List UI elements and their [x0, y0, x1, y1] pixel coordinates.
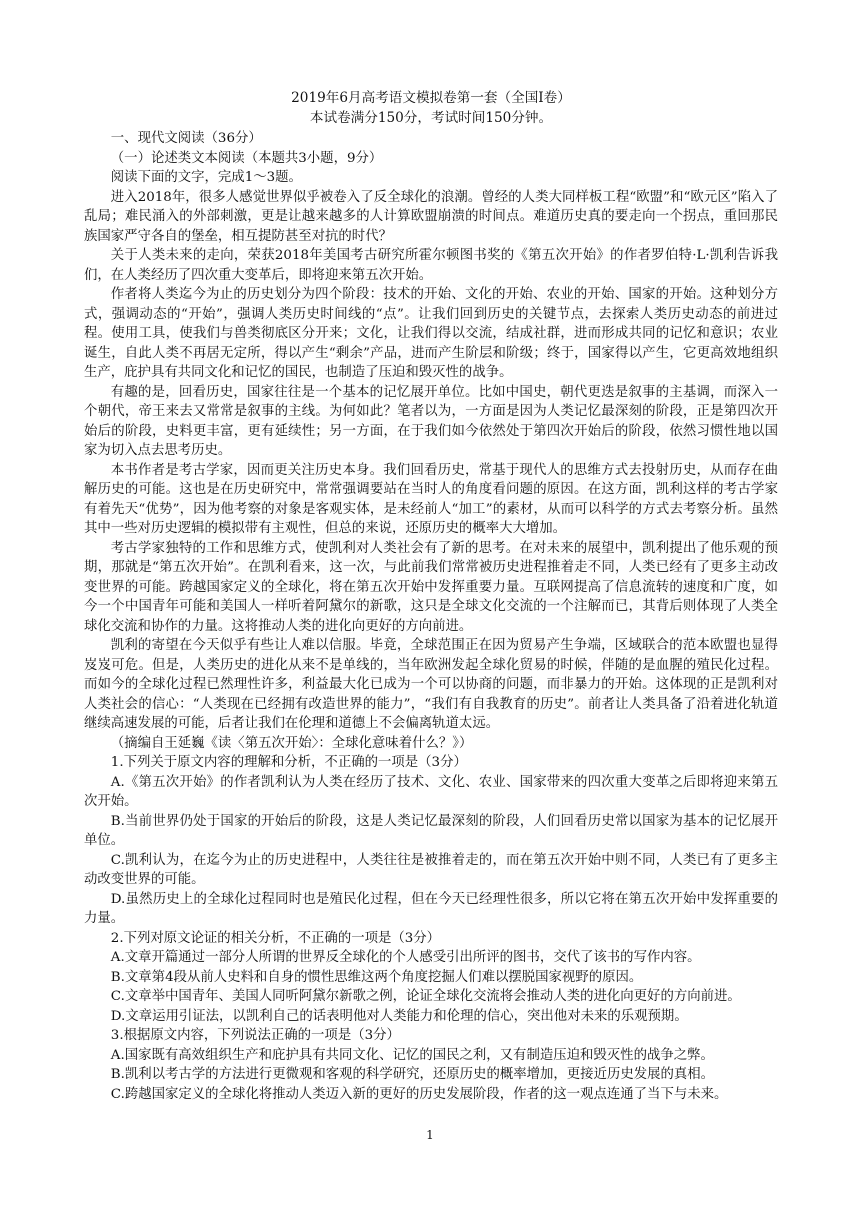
passage-source: （摘编自王延巍《读〈第五次开始〉：全球化意味着什么？》）	[110, 735, 473, 751]
question-2-option-a: A.文章开篇通过一部分人所谓的世界反全球化的个人感受引出所评的图书，交代了该书的写作内容。	[110, 950, 701, 965]
question-1-option-b: B.当前世界仍处于国家的开始后的阶段，这是人类记忆最深刻的阶段，人们回看历史常以国家为基本的记忆展开单位。	[84, 813, 778, 848]
passage-paragraph: 考古学家独特的工作和思维方式，使凯利对人类社会有了新的思考。在对未来的展望中，凯利提出了他乐观的预期，那就是“第五次开始”。在凯利看来，这一次，与此前我们常常被历史进程推着走不同，人类已经有了更多主动改变世界的可能。跨越国家定义的全球化，将在第五次开始中发挥重要力量。互联网提高了信息流转的速度和广度，如今一个中国青年可能和美国人一样听着阿黛尔的新歌，这只是全球文化交流的一个注解而已，其背后则体现了人类全球化交流和协作的力量。这将推动人类的进化向更好的方向前进。	[84, 540, 778, 634]
question-2-option-d: D.文章运用引证法，以凯利自己的话表明他对人类能力和伦理的信心，突出他对未来的乐观预期。	[110, 1008, 688, 1024]
reading-instruction: 阅读下面的文字，完成1～3题。	[110, 170, 302, 185]
passage-paragraph: 作者将人类迄今为止的历史划分为四个阶段：技术的开始、文化的开始、农业的开始、国家的开始。这种划分方式，强调动态的“开始”，强调人类历史时间线的“点”。让我们回到历史的关键节点，去探索人类历史动态的前进过程。使用工具，使我们与兽类彻底区分开来；文化，让我们得以交流，结成社群，进而形成共同的记忆和意识；农业诞生，自此人类不再居无定所，得以产生“剩余”产品，进而产生阶层和阶级；终于，国家得以产生，它更高效地组织生产，庇护具有共同文化和记忆的国民，也制造了压迫和毁灭性的战争。	[84, 287, 778, 380]
question-2-stem: 2.下列对原文论证的相关分析，不正确的一项是（3分）	[110, 930, 441, 946]
passage-paragraph: 本书作者是考古学家，因而更关注历史本身。我们回看历史，常基于现代人的思维方式去投射历史，从而存在曲解历史的可能。这也是在历史研究中，常常强调要站在当时人的角度看问题的原因。在这方面，凯利这样的考古学家有着先天“优势”，因为他考察的对象是客观实体，是未经前人“加工”的素材，从而可以科学的方式去考察分析。虽然其中一些对历史逻辑的模拟带有主观性，但总的来说，还原历史的概率大大增加。	[84, 462, 778, 536]
passage-paragraph: 凯利的寄望在今天似乎有些让人难以信服。毕竟，全球范围正在因为贸易产生争端，区域联合的范本欧盟也显得岌岌可危。但是，人类历史的进化从来不是单线的，当年欧洲发起全球化贸易的时候，伴随的是血腥的殖民化过程。而如今的全球化过程已然理性许多，利益最大化已成为一个可以协商的问题，而非暴力的开始。这体现的正是凯利对人类社会的信心：“人类现在已经拥有改造世界的能力”，“我们有自我教育的历史”。前者让人类具备了沿着进化轨道继续高速发展的可能，后者让我们在伦理和道德上不会偏离轨道太远。	[84, 638, 778, 731]
exam-subtitle: 本试卷满分150分，考试时间150分钟。	[309, 110, 553, 126]
question-3-option-b: B.凯利以考古学的方法进行更微观和客观的科学研究，还原历史的概率增加，更接近历史发展的真相。	[110, 1067, 715, 1082]
exam-page	[84, 88, 778, 1104]
question-2-option-c: C.文章举中国青年、美国人同听阿黛尔新歌之例，论证全球化交流将会推动人类的进化向更好的方向前进。	[110, 989, 741, 1004]
passage-paragraph: 有趣的是，回看历史，国家往往是一个基本的记忆展开单位。比如中国史，朝代更迭是叙事的主基调，而深入一个朝代，帝王来去又常常是叙事的主线。为何如此？笔者以为，一方面是因为人类记忆最深刻的阶段，正是第四次开始后的阶段，史料更丰富，更有延续性；另一方面，在于我们如今依然处于第四次开始后的阶段，依然习惯性地以国家为切入点去思考历史。	[84, 384, 778, 458]
question-3-option-a: A.国家既有高效组织生产和庇护具有共同文化、记忆的国民之利，又有制造压迫和毁灭性的战争之弊。	[110, 1047, 714, 1063]
question-3-stem: 3.根据原文内容，下列说法正确的一项是（3分）	[110, 1028, 400, 1043]
question-1-stem: 1.下列关于原文内容的理解和分析，不正确的一项是（3分）	[110, 755, 467, 770]
exam-title: 2019年6月高考语文模拟卷第一套（全国Ⅰ卷）	[291, 90, 571, 106]
subsection-heading: （一）论述类文本阅读（本题共3小题，9分）	[110, 150, 383, 166]
passage-paragraph: 进入2018年，很多人感觉世界似乎被卷入了反全球化的浪潮。曾经的人类大同样板工程“欧盟”和“欧元区”陷入了乱局；难民涌入的外部刺激，更是让越来越多的人计算欧盟崩溃的时间点。难道历史真的要走向一个拐点，重回那民族国家严守各自的堡垒，相互提防甚至对抗的时代？	[84, 189, 778, 244]
question-1-option-a: A.《第五次开始》的作者凯利认为人类在经历了技术、文化、农业、国家带来的四次重大变革之后即将迎来第五次开始。	[84, 774, 778, 809]
question-2-option-b: B.文章第4段从前人史料和自身的惯性思维这两个角度挖掘人们难以摆脱国家视野的原因。	[110, 969, 643, 985]
question-3-option-c: C.跨越国家定义的全球化将推动人类迈入新的更好的历史发展阶段，作者的这一观点连通了当下与未来。	[110, 1086, 728, 1102]
section-heading: 一、现代文阅读（36分）	[110, 131, 262, 146]
passage-paragraph: 关于人类未来的走向，荣获2018年美国考古研究所霍尔顿图书奖的《第五次开始》的作者罗伯特·L·凯利告诉我们，在人类经历了四次重大变革后，即将迎来第五次开始。	[84, 248, 778, 283]
question-1-option-d: D.虽然历史上的全球化过程同时也是殖民化过程，但在今天已经理性很多，所以它将在第五次开始中发挥重要的力量。	[84, 891, 778, 926]
page-number: 1	[426, 1128, 434, 1142]
question-1-option-c: C.凯利认为，在迄今为止的历史进程中，人类往往是被推着走的，而在第五次开始中则不同，人类已有了更多主动改变世界的可能。	[84, 852, 778, 887]
